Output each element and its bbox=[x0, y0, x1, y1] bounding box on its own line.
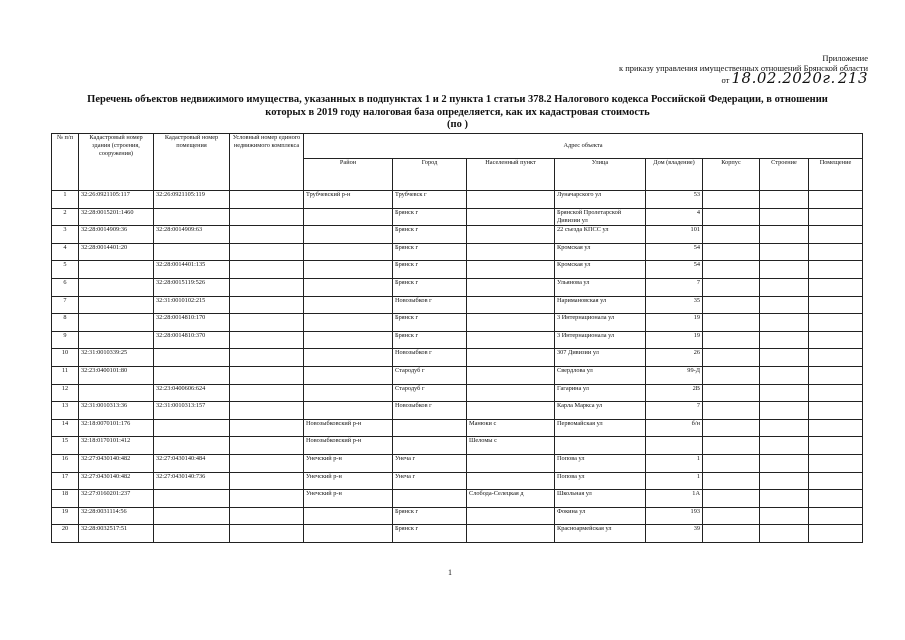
cell-district bbox=[304, 384, 393, 402]
cell-korpus bbox=[703, 226, 760, 244]
cell-house: 99-Д bbox=[646, 366, 703, 384]
cell-district: Унечский р-н bbox=[304, 454, 393, 472]
cell-stroenie bbox=[760, 490, 809, 508]
cell-stroenie bbox=[760, 437, 809, 455]
cell-street: Кромская ул bbox=[555, 243, 646, 261]
cell-house: 39 bbox=[646, 525, 703, 543]
cell-settlement bbox=[467, 314, 555, 332]
cell-district bbox=[304, 314, 393, 332]
cell-street: Наримановская ул bbox=[555, 296, 646, 314]
table-row bbox=[52, 191, 863, 209]
cell-conditional bbox=[230, 384, 304, 402]
cell-street: Гагарина ул bbox=[555, 384, 646, 402]
header-district: Район bbox=[304, 159, 393, 191]
cell-cad-room: 32:28:0014810:370 bbox=[154, 331, 230, 349]
cell-house: 7 bbox=[646, 278, 703, 296]
cell-num: 4 bbox=[52, 243, 79, 261]
cell-city: Брянск г bbox=[393, 314, 467, 332]
cell-house: 19 bbox=[646, 314, 703, 332]
cell-korpus bbox=[703, 208, 760, 226]
cell-num: 7 bbox=[52, 296, 79, 314]
cell-cad-room: 32:27:0430140:484 bbox=[154, 454, 230, 472]
cell-house: 1 bbox=[646, 454, 703, 472]
cell-cad-room: 32:28:0014909:63 bbox=[154, 226, 230, 244]
cell-korpus bbox=[703, 243, 760, 261]
cell-house: 35 bbox=[646, 296, 703, 314]
cell-cad-building bbox=[79, 278, 154, 296]
order-date-line bbox=[619, 69, 868, 87]
cell-settlement bbox=[467, 366, 555, 384]
cell-korpus bbox=[703, 261, 760, 279]
header-korpus: Корпус bbox=[703, 159, 760, 191]
cell-street: Школьная ул bbox=[555, 490, 646, 508]
cell-korpus bbox=[703, 437, 760, 455]
cell-room bbox=[809, 366, 863, 384]
cell-city: Брянск г bbox=[393, 261, 467, 279]
title-line-2: которых в 2019 году налоговая база определяется, как их кадастровая стоимость bbox=[265, 106, 650, 118]
cell-cad-room: 32:23:0400606:624 bbox=[154, 384, 230, 402]
cell-korpus bbox=[703, 314, 760, 332]
cell-cad-room bbox=[154, 243, 230, 261]
table-row bbox=[52, 296, 863, 314]
table-row bbox=[52, 366, 863, 384]
cell-stroenie bbox=[760, 366, 809, 384]
table-row bbox=[52, 454, 863, 472]
cell-room bbox=[809, 490, 863, 508]
cell-house: б/н bbox=[646, 419, 703, 437]
cell-cad-room: 32:26:0921105:119 bbox=[154, 191, 230, 209]
cell-city: Брянск г bbox=[393, 278, 467, 296]
cell-cad-room: 32:28:0015119:526 bbox=[154, 278, 230, 296]
cell-conditional bbox=[230, 331, 304, 349]
header-city: Город bbox=[393, 159, 467, 191]
cell-settlement bbox=[467, 208, 555, 226]
table-row bbox=[52, 331, 863, 349]
cell-stroenie bbox=[760, 243, 809, 261]
cell-street: Свердлова ул bbox=[555, 366, 646, 384]
cell-cad-building bbox=[79, 384, 154, 402]
cell-district bbox=[304, 226, 393, 244]
cell-conditional bbox=[230, 226, 304, 244]
cell-district: Новозыбковский р-н bbox=[304, 437, 393, 455]
cell-street: Кромская ул bbox=[555, 261, 646, 279]
cell-room bbox=[809, 191, 863, 209]
cell-settlement bbox=[467, 261, 555, 279]
cell-settlement bbox=[467, 507, 555, 525]
cell-korpus bbox=[703, 419, 760, 437]
cell-stroenie bbox=[760, 349, 809, 367]
cell-cad-building bbox=[79, 296, 154, 314]
cell-num: 9 bbox=[52, 331, 79, 349]
cell-cad-building: 32:18:0070101:176 bbox=[79, 419, 154, 437]
cell-korpus bbox=[703, 525, 760, 543]
cell-stroenie bbox=[760, 296, 809, 314]
table-row bbox=[52, 402, 863, 420]
cell-korpus bbox=[703, 191, 760, 209]
cell-num: 6 bbox=[52, 278, 79, 296]
table-row bbox=[52, 384, 863, 402]
handwritten-number: 213 bbox=[837, 69, 868, 87]
cell-city: Стародуб г bbox=[393, 366, 467, 384]
cell-room bbox=[809, 331, 863, 349]
table-row bbox=[52, 314, 863, 332]
appendix-label: Приложение bbox=[822, 53, 868, 63]
cell-korpus bbox=[703, 402, 760, 420]
cell-district bbox=[304, 208, 393, 226]
cell-district bbox=[304, 525, 393, 543]
cell-street bbox=[555, 437, 646, 455]
cell-city: Унеча г bbox=[393, 454, 467, 472]
cell-korpus bbox=[703, 331, 760, 349]
cell-num: 14 bbox=[52, 419, 79, 437]
cell-cad-room bbox=[154, 507, 230, 525]
cell-settlement bbox=[467, 278, 555, 296]
title-line-3: (по ) bbox=[447, 119, 468, 130]
cell-street: Попова ул bbox=[555, 454, 646, 472]
cell-street: Фокина ул bbox=[555, 507, 646, 525]
table-row bbox=[52, 507, 863, 525]
cell-settlement bbox=[467, 243, 555, 261]
cell-korpus bbox=[703, 507, 760, 525]
cell-cad-room bbox=[154, 349, 230, 367]
cell-conditional bbox=[230, 472, 304, 490]
cell-stroenie bbox=[760, 191, 809, 209]
cell-cad-room bbox=[154, 525, 230, 543]
cell-conditional bbox=[230, 243, 304, 261]
table-body bbox=[52, 191, 863, 543]
cell-stroenie bbox=[760, 331, 809, 349]
header-street: Улица bbox=[555, 159, 646, 191]
cell-settlement bbox=[467, 402, 555, 420]
cell-room bbox=[809, 384, 863, 402]
cell-korpus bbox=[703, 278, 760, 296]
cell-korpus bbox=[703, 490, 760, 508]
cell-cad-building bbox=[79, 314, 154, 332]
cell-stroenie bbox=[760, 314, 809, 332]
cell-room bbox=[809, 261, 863, 279]
cell-city: Брянск г bbox=[393, 226, 467, 244]
cell-cad-room: 32:28:0014810:170 bbox=[154, 314, 230, 332]
cell-settlement: Шеломы с bbox=[467, 437, 555, 455]
cell-room bbox=[809, 472, 863, 490]
cell-korpus bbox=[703, 472, 760, 490]
table-row bbox=[52, 261, 863, 279]
cell-room bbox=[809, 437, 863, 455]
cell-district bbox=[304, 507, 393, 525]
cell-room bbox=[809, 419, 863, 437]
cell-cad-room bbox=[154, 490, 230, 508]
cell-conditional bbox=[230, 314, 304, 332]
cell-cad-building: 32:28:0015201:1460 bbox=[79, 208, 154, 226]
cell-cad-building bbox=[79, 261, 154, 279]
cell-room bbox=[809, 226, 863, 244]
cell-street: Карла Маркса ул bbox=[555, 402, 646, 420]
cell-room bbox=[809, 525, 863, 543]
cell-conditional bbox=[230, 296, 304, 314]
cell-conditional bbox=[230, 402, 304, 420]
table-row bbox=[52, 490, 863, 508]
cell-house: 7 bbox=[646, 402, 703, 420]
cell-num: 10 bbox=[52, 349, 79, 367]
cell-settlement: Слобода-Селецкая д bbox=[467, 490, 555, 508]
cell-settlement bbox=[467, 349, 555, 367]
cell-conditional bbox=[230, 208, 304, 226]
cell-conditional bbox=[230, 507, 304, 525]
cell-num: 8 bbox=[52, 314, 79, 332]
cell-city: Унеча г bbox=[393, 472, 467, 490]
cell-cad-building: 32:28:0014401:20 bbox=[79, 243, 154, 261]
cell-street: Ульянова ул bbox=[555, 278, 646, 296]
cell-house: 26 bbox=[646, 349, 703, 367]
cell-house: 1 bbox=[646, 472, 703, 490]
cell-house: 4 bbox=[646, 208, 703, 226]
cell-city: Брянск г bbox=[393, 208, 467, 226]
header-address: Адрес объекта bbox=[304, 134, 863, 159]
cell-cad-room: 32:27:0430140:736 bbox=[154, 472, 230, 490]
cell-room bbox=[809, 314, 863, 332]
cell-conditional bbox=[230, 278, 304, 296]
cell-district bbox=[304, 366, 393, 384]
cell-cad-building: 32:28:0032517:51 bbox=[79, 525, 154, 543]
header-settlement: Населенный пункт bbox=[467, 159, 555, 191]
cell-street: Красноармейская ул bbox=[555, 525, 646, 543]
page-number: 1 bbox=[448, 568, 452, 577]
cell-district bbox=[304, 278, 393, 296]
cell-house: 53 bbox=[646, 191, 703, 209]
cell-district bbox=[304, 402, 393, 420]
cell-stroenie bbox=[760, 419, 809, 437]
cell-street: Попова ул bbox=[555, 472, 646, 490]
cell-house: 54 bbox=[646, 243, 703, 261]
cell-house: 193 bbox=[646, 507, 703, 525]
title-line-1: Перечень объектов недвижимого имущества, указанных в подпунктах 1 и 2 пункта 1 статьи 378.2 Налогового кодекса Российской Федерации, в отношении bbox=[87, 94, 828, 105]
cell-conditional bbox=[230, 454, 304, 472]
cell-stroenie bbox=[760, 454, 809, 472]
cell-cad-room bbox=[154, 366, 230, 384]
cell-num: 3 bbox=[52, 226, 79, 244]
cell-house: 1А bbox=[646, 490, 703, 508]
cell-room bbox=[809, 349, 863, 367]
cell-korpus bbox=[703, 384, 760, 402]
cell-stroenie bbox=[760, 226, 809, 244]
cell-cad-building: 32:28:0031114:56 bbox=[79, 507, 154, 525]
cell-cad-building bbox=[79, 331, 154, 349]
cell-city: Новозыбков г bbox=[393, 402, 467, 420]
cell-korpus bbox=[703, 349, 760, 367]
cell-district bbox=[304, 243, 393, 261]
cell-district bbox=[304, 261, 393, 279]
cell-korpus bbox=[703, 296, 760, 314]
cell-cad-building: 32:27:0160201:237 bbox=[79, 490, 154, 508]
cell-cad-building: 32:26:0921105:117 bbox=[79, 191, 154, 209]
cell-cad-room: 32:31:0010313:157 bbox=[154, 402, 230, 420]
cell-stroenie bbox=[760, 261, 809, 279]
cell-city bbox=[393, 437, 467, 455]
cell-settlement bbox=[467, 226, 555, 244]
cell-settlement bbox=[467, 472, 555, 490]
cell-district: Унечский р-н bbox=[304, 490, 393, 508]
cell-cad-room bbox=[154, 208, 230, 226]
cell-num: 1 bbox=[52, 191, 79, 209]
cell-num: 18 bbox=[52, 490, 79, 508]
table-row bbox=[52, 437, 863, 455]
cell-stroenie bbox=[760, 208, 809, 226]
cell-street: Луначарского ул bbox=[555, 191, 646, 209]
cell-district bbox=[304, 349, 393, 367]
cell-cad-building: 32:28:0014909:36 bbox=[79, 226, 154, 244]
cell-cad-room: 32:31:0010102:215 bbox=[154, 296, 230, 314]
cell-cad-building: 32:31:0010313:36 bbox=[79, 402, 154, 420]
cell-num: 5 bbox=[52, 261, 79, 279]
order-line: к приказу управления имущественных отношений Брянской области bbox=[618, 63, 868, 73]
cell-conditional bbox=[230, 419, 304, 437]
cell-num: 12 bbox=[52, 384, 79, 402]
handwritten-date: 18.02.2020г. bbox=[731, 69, 836, 87]
cell-settlement bbox=[467, 331, 555, 349]
cell-district: Новозыбковский р-н bbox=[304, 419, 393, 437]
header-stroenie: Строение bbox=[760, 159, 809, 191]
header-cad-room: Кадастровый номер помещения bbox=[154, 134, 230, 191]
cell-conditional bbox=[230, 525, 304, 543]
cell-city: Новозыбков г bbox=[393, 296, 467, 314]
cell-city: Брянск г bbox=[393, 507, 467, 525]
header-house: Дом (владение) bbox=[646, 159, 703, 191]
cell-house: 19 bbox=[646, 331, 703, 349]
cell-room bbox=[809, 296, 863, 314]
cell-city: Брянск г bbox=[393, 525, 467, 543]
cell-korpus bbox=[703, 454, 760, 472]
cell-settlement bbox=[467, 454, 555, 472]
cell-room bbox=[809, 243, 863, 261]
table-row bbox=[52, 226, 863, 244]
cell-conditional bbox=[230, 191, 304, 209]
cell-num: 2 bbox=[52, 208, 79, 226]
cell-city: Трубчевск г bbox=[393, 191, 467, 209]
cell-city: Брянск г bbox=[393, 243, 467, 261]
cell-room bbox=[809, 278, 863, 296]
table-row bbox=[52, 472, 863, 490]
cell-settlement bbox=[467, 525, 555, 543]
cell-settlement bbox=[467, 384, 555, 402]
cell-stroenie bbox=[760, 472, 809, 490]
cell-num: 16 bbox=[52, 454, 79, 472]
cell-stroenie bbox=[760, 402, 809, 420]
cell-cad-building: 32:27:0430140:482 bbox=[79, 472, 154, 490]
cell-conditional bbox=[230, 349, 304, 367]
header-conditional-number: Условный номер единого недвижимого комплекса bbox=[230, 134, 304, 191]
cell-settlement bbox=[467, 296, 555, 314]
cell-cad-room bbox=[154, 419, 230, 437]
header-room: Помещение bbox=[809, 159, 863, 191]
cell-district: Унечский р-н bbox=[304, 472, 393, 490]
cell-room bbox=[809, 454, 863, 472]
cell-num: 15 bbox=[52, 437, 79, 455]
cell-street: 307 Дивизии ул bbox=[555, 349, 646, 367]
cell-district: Трубчевский р-н bbox=[304, 191, 393, 209]
table-row bbox=[52, 349, 863, 367]
cell-house: 54 bbox=[646, 261, 703, 279]
appendix-block bbox=[619, 53, 868, 85]
cell-stroenie bbox=[760, 384, 809, 402]
cell-room bbox=[809, 507, 863, 525]
cell-conditional bbox=[230, 437, 304, 455]
table-row bbox=[52, 278, 863, 296]
cell-house: 101 bbox=[646, 226, 703, 244]
cell-room bbox=[809, 208, 863, 226]
table-row bbox=[52, 243, 863, 261]
cell-city: Брянск г bbox=[393, 331, 467, 349]
cell-city: Новозыбков г bbox=[393, 349, 467, 367]
date-prefix: от bbox=[721, 75, 730, 85]
cell-cad-room: 32:28:0014401:135 bbox=[154, 261, 230, 279]
cell-stroenie bbox=[760, 507, 809, 525]
cell-stroenie bbox=[760, 525, 809, 543]
cell-street: 3 Интернационала ул bbox=[555, 331, 646, 349]
cell-cad-building: 32:31:0010339:25 bbox=[79, 349, 154, 367]
cell-city: Стародуб г bbox=[393, 384, 467, 402]
cell-street: 22 съезда КПСС ул bbox=[555, 226, 646, 244]
cell-stroenie bbox=[760, 278, 809, 296]
cell-num: 20 bbox=[52, 525, 79, 543]
cell-conditional bbox=[230, 366, 304, 384]
cell-num: 13 bbox=[52, 402, 79, 420]
cell-cad-building: 32:18:0170101:412 bbox=[79, 437, 154, 455]
cell-num: 19 bbox=[52, 507, 79, 525]
cell-cad-building: 32:27:0430140:482 bbox=[79, 454, 154, 472]
cell-house: 2В bbox=[646, 384, 703, 402]
cell-street: 3 Интернационала ул bbox=[555, 314, 646, 332]
cell-city bbox=[393, 419, 467, 437]
cell-district bbox=[304, 331, 393, 349]
cell-street: Брянской Пролетарской Дивизии ул bbox=[555, 208, 646, 226]
document-title bbox=[40, 94, 875, 132]
cell-cad-building: 32:23:0400101:80 bbox=[79, 366, 154, 384]
table-row bbox=[52, 525, 863, 543]
cell-street: Первомайская ул bbox=[555, 419, 646, 437]
cell-city bbox=[393, 490, 467, 508]
header-cad-building: Кадастровый номер здания (строения, сооружения) bbox=[79, 134, 154, 191]
cell-num: 17 bbox=[52, 472, 79, 490]
cell-house bbox=[646, 437, 703, 455]
cell-conditional bbox=[230, 261, 304, 279]
cell-cad-room bbox=[154, 437, 230, 455]
cell-conditional bbox=[230, 490, 304, 508]
header-num: № п/п bbox=[52, 134, 79, 191]
cell-room bbox=[809, 402, 863, 420]
cell-settlement bbox=[467, 191, 555, 209]
table-row bbox=[52, 419, 863, 437]
cell-num: 11 bbox=[52, 366, 79, 384]
table-row bbox=[52, 208, 863, 226]
cell-district bbox=[304, 296, 393, 314]
property-table bbox=[51, 133, 863, 543]
cell-korpus bbox=[703, 366, 760, 384]
cell-settlement: Манюки с bbox=[467, 419, 555, 437]
